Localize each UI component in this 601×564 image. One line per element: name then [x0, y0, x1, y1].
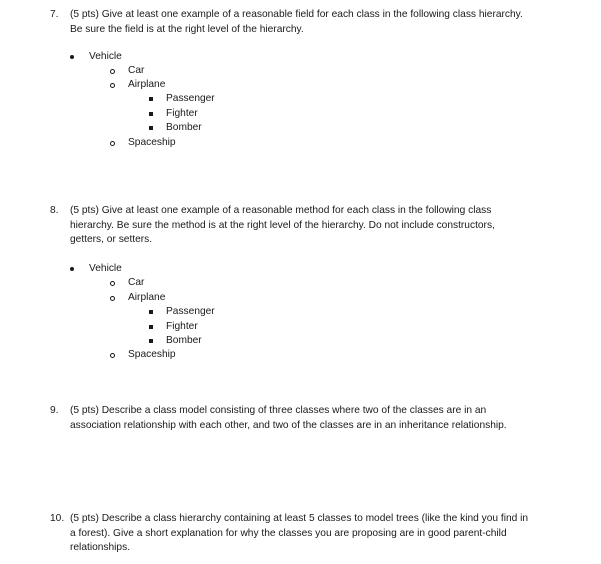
list-item-root: Vehicle [89, 263, 122, 274]
question-text [70, 512, 570, 556]
question-line: getters, or setters. [70, 234, 153, 245]
square-bullet-icon [149, 112, 153, 116]
square-bullet-icon [149, 126, 153, 130]
list-item: Spaceship [128, 137, 176, 148]
question-line: (5 pts) Describe a class model consisting of three classes where two of the classes are in an [70, 405, 487, 416]
circle-bullet-icon [110, 69, 115, 74]
list-item: Passenger [166, 306, 215, 317]
list-item: Fighter [166, 321, 198, 332]
disc-bullet-icon [70, 267, 74, 271]
list-item: Bomber [166, 122, 202, 133]
list-item: Bomber [166, 335, 202, 346]
list-item-root: Vehicle [89, 51, 122, 62]
question-number: 8. [50, 205, 59, 216]
circle-bullet-icon [110, 83, 115, 88]
list-item: Spaceship [128, 349, 176, 360]
list-item: Car [128, 277, 145, 288]
question-number: 7. [50, 9, 59, 20]
list-item: Fighter [166, 108, 198, 119]
question-number: 10. [50, 513, 65, 524]
question-line: relationships. [70, 542, 131, 553]
question-text [70, 8, 570, 37]
question-line: association relationship with each other, and two of the classes are in an inheritance relationship. [70, 419, 507, 431]
list-item: Passenger [166, 93, 215, 104]
circle-bullet-icon [110, 281, 115, 286]
question-9 [50, 404, 570, 433]
question-line: (5 pts) Describe a class hierarchy containing at least 5 classes to model trees (like the kind you find in [70, 513, 529, 524]
question-line: hierarchy. Be sure the method is at the right level of the hierarchy. Do not include constructors, [70, 219, 495, 231]
question-text [70, 204, 570, 248]
list-item: Airplane [128, 79, 166, 90]
circle-bullet-icon [110, 296, 115, 301]
square-bullet-icon [149, 325, 153, 329]
question-line: Be sure the field is at the right level of the hierarchy. [70, 23, 304, 35]
question-line: (5 pts) Give at least one example of a reasonable field for each class in the following class hierarchy. [70, 9, 523, 20]
circle-bullet-icon [110, 141, 115, 146]
circle-bullet-icon [110, 353, 115, 358]
list-item: Airplane [128, 292, 166, 303]
square-bullet-icon [149, 310, 153, 314]
question-text [70, 404, 570, 433]
question-10 [50, 512, 570, 556]
disc-bullet-icon [70, 55, 74, 59]
square-bullet-icon [149, 97, 153, 101]
question-8 [50, 204, 570, 248]
list-item: Car [128, 65, 145, 76]
square-bullet-icon [149, 339, 153, 343]
question-line: (5 pts) Give at least one example of a reasonable method for each class in the following class [70, 205, 492, 216]
question-line: a forest). Give a short explanation for why the classes you are proposing are in good parent-child [70, 527, 507, 539]
question-number: 9. [50, 405, 59, 416]
question-7 [50, 8, 570, 37]
